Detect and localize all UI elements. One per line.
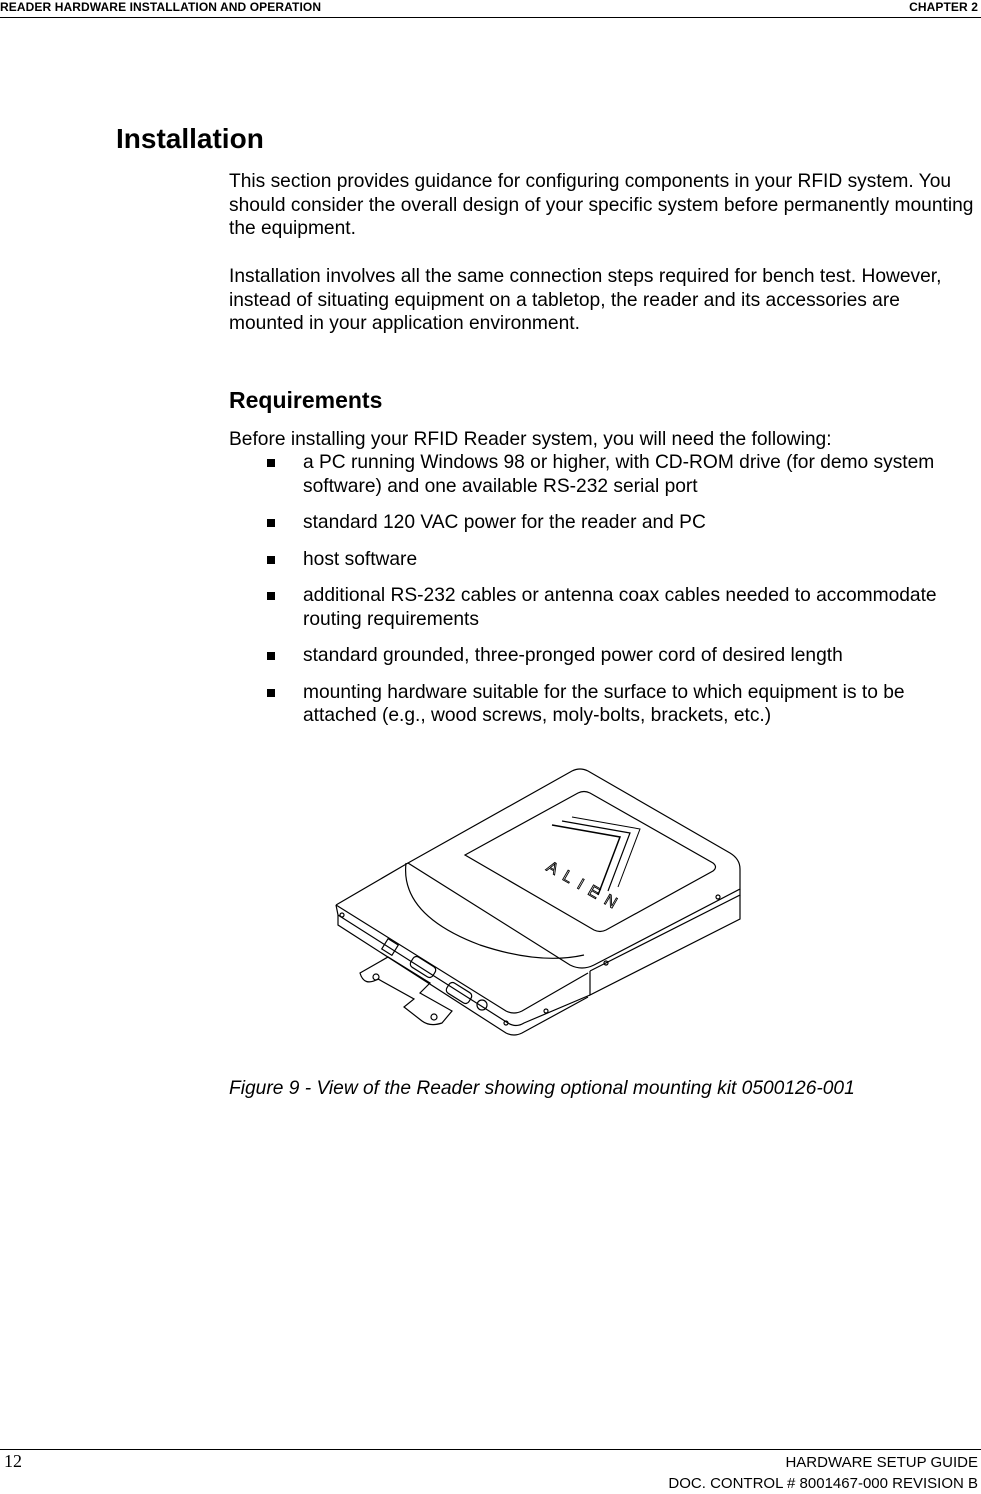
footer-rule bbox=[0, 1449, 981, 1450]
list-item bbox=[229, 511, 974, 535]
list-item bbox=[229, 644, 974, 668]
list-item bbox=[229, 681, 974, 728]
intro-paragraph-2: Installation involves all the same connection steps required for bench test. However, instead of situating equipment on a tabletop, the reader and its accessories are mounted in your application environment. bbox=[229, 266, 942, 334]
running-header-chapter: CHAPTER 2 bbox=[909, 0, 978, 14]
page-number: 12 bbox=[4, 1451, 22, 1471]
list-item-text: standard grounded, three-pronged power cord of desired length bbox=[303, 645, 843, 666]
figure-caption: Figure 9 - View of the Reader showing optional mounting kit 0500126-001 bbox=[229, 1078, 855, 1099]
square-bullet-icon bbox=[267, 592, 275, 600]
reader-illustration bbox=[330, 765, 742, 1040]
list-item bbox=[229, 548, 974, 572]
header-rule bbox=[0, 17, 981, 18]
square-bullet-icon bbox=[267, 519, 275, 527]
list-item bbox=[229, 451, 974, 498]
list-item-text: a PC running Windows 98 or higher, with CD-ROM drive (for demo system software) and one available RS-232 serial port bbox=[303, 452, 935, 497]
requirements-heading: Requirements bbox=[229, 387, 383, 413]
list-item-text: host software bbox=[303, 548, 418, 570]
list-item-text: standard 120 VAC power for the reader and PC bbox=[303, 512, 706, 533]
list-item-text: mounting hardware suitable for the surface to which equipment is to be attached (e.g., wood screws, moly-bolts, brackets, etc.) bbox=[303, 681, 905, 726]
requirements-list bbox=[229, 451, 974, 741]
requirements-intro: Before installing your RFID Reader system, you will need the following: bbox=[229, 429, 832, 450]
square-bullet-icon bbox=[267, 689, 275, 697]
intro-paragraph-1: This section provides guidance for configuring components in your RFID system. You should consider the overall design of your specific system before permanently mounting the equipment. bbox=[229, 171, 974, 239]
square-bullet-icon bbox=[267, 652, 275, 660]
list-item-text: additional RS-232 cables or antenna coax cables needed to accommodate routing requirements bbox=[303, 585, 937, 630]
footer-doc-info bbox=[668, 1452, 978, 1494]
footer-guide-title: HARDWARE SETUP GUIDE bbox=[785, 1454, 978, 1471]
running-header-title: READER HARDWARE INSTALLATION AND OPERATION bbox=[0, 0, 322, 14]
square-bullet-icon bbox=[267, 459, 275, 467]
square-bullet-icon bbox=[267, 556, 275, 564]
alien-logo-text: ALIEN bbox=[543, 858, 627, 917]
section-title: Installation bbox=[116, 123, 264, 154]
list-item bbox=[229, 584, 974, 631]
footer-doc-control: DOC. CONTROL # 8001467-000 REVISION B bbox=[668, 1475, 978, 1492]
